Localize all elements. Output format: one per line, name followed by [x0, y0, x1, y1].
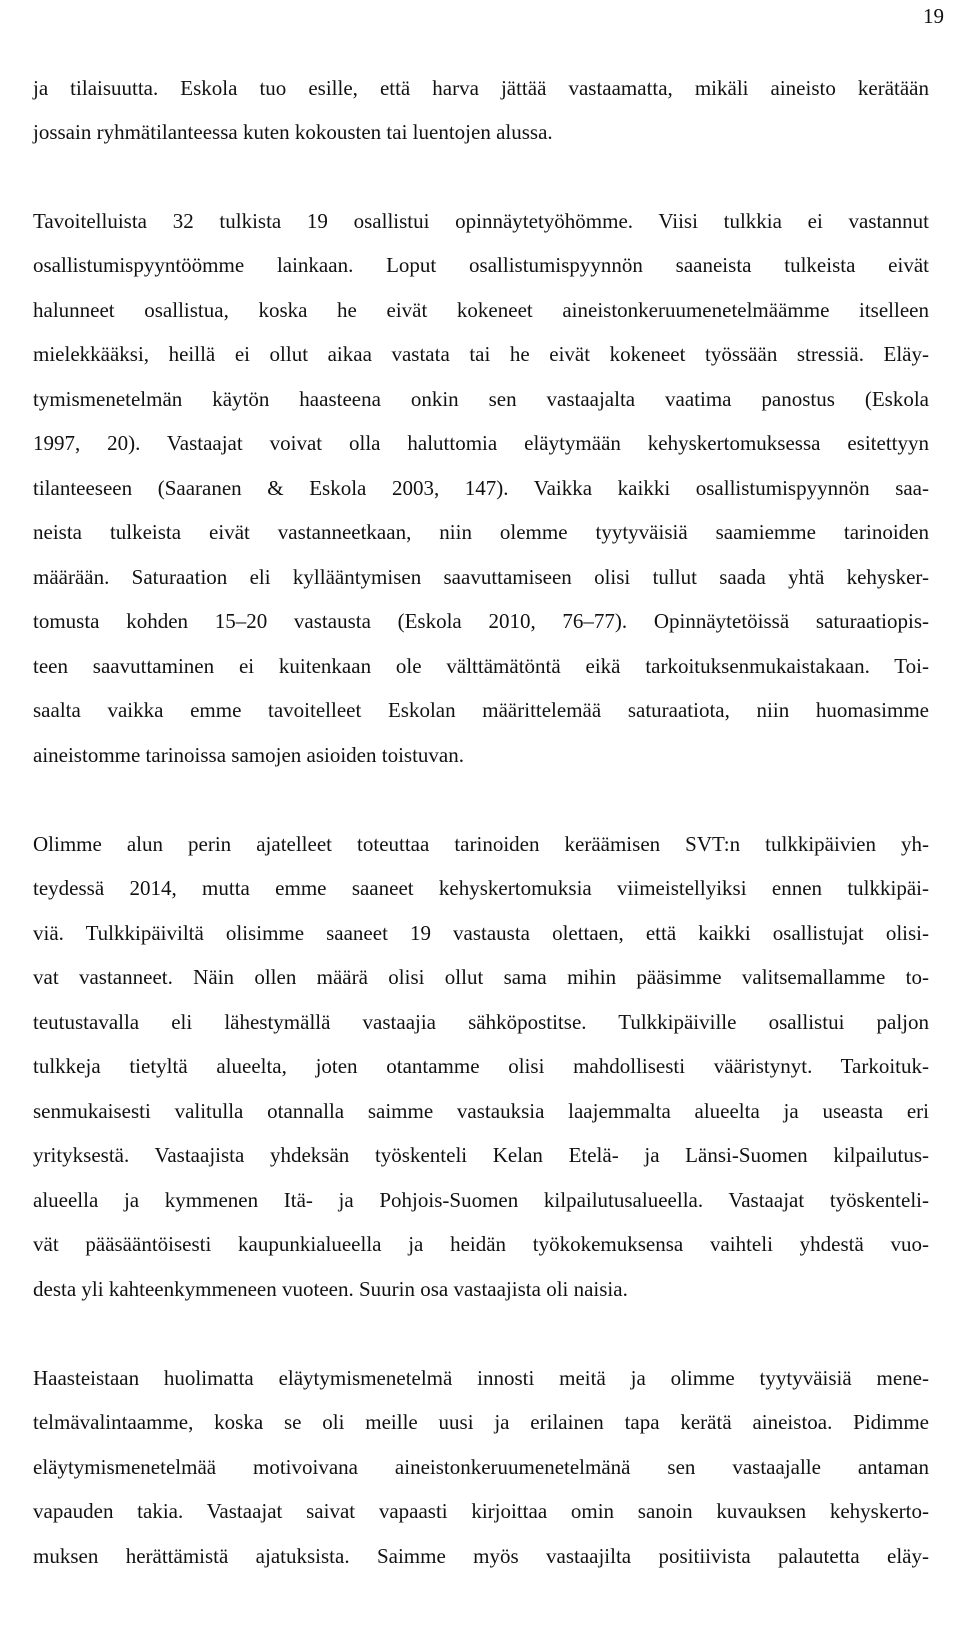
- text-line: tymismenetelmän käytön haasteena onkin sen vastaajalta vaatima panostus (Eskola: [33, 387, 929, 411]
- page-number: 19: [923, 4, 944, 28]
- text-line: yrityksestä. Vastaajista yhdeksän työskenteli Kelan Etelä- ja Länsi-Suomen kilpailutus-: [33, 1143, 929, 1167]
- text-line: määrään. Saturaation eli kyllääntymisen saavuttamiseen olisi tullut saada yhtä kehysker-: [33, 565, 929, 589]
- text-line: teutustavalla eli lähestymällä vastaajia sähköpostitse. Tulkkipäiville osallistui paljon: [33, 1010, 929, 1034]
- text-line: 1997, 20). Vastaajat voivat olla haluttomia eläytymään kehyskertomuksessa esitettyyn: [33, 431, 929, 455]
- text-line: vät pääsääntöisesti kaupunkialueella ja heidän työkokemuksensa vaihteli yhdestä vuo-: [33, 1232, 929, 1256]
- text-line: vat vastanneet. Näin ollen määrä olisi ollut sama mihin pääsimme valitsemallamme to-: [33, 965, 929, 989]
- text-line: Tavoitelluista 32 tulkista 19 osallistui opinnäytetyöhömme. Viisi tulkkia ei vastannut: [33, 209, 929, 233]
- text-line: halunneet osallistua, koska he eivät kokeneet aineistonkeruumenetelmäämme itselleen: [33, 298, 929, 322]
- text-line: vapauden takia. Vastaajat saivat vapaasti kirjoittaa omin sanoin kuvauksen kehyskerto-: [33, 1499, 929, 1523]
- text-line: viä. Tulkkipäiviltä olisimme saaneet 19 vastausta olettaen, että kaikki osallistujat olisi-: [33, 921, 929, 945]
- text-line: aineistomme tarinoissa samojen asioiden toistuvan.: [33, 743, 465, 767]
- text-line: tulkkeja tietyltä alueelta, joten otantamme olisi mahdollisesti vääristynyt. Tarkoituk-: [33, 1054, 929, 1078]
- text-line: Olimme alun perin ajatelleet toteuttaa tarinoiden keräämisen SVT:n tulkkipäivien yh-: [33, 832, 929, 856]
- text-line: muksen herättämistä ajatuksista. Saimme myös vastaajilta positiivista palautetta eläy-: [33, 1544, 929, 1568]
- text-line: jossain ryhmätilanteessa kuten kokousten tai luentojen alussa.: [33, 120, 553, 144]
- text-line: tilanteeseen (Saaranen & Eskola 2003, 147). Vaikka kaikki osallistumispyynnön saa-: [33, 476, 929, 500]
- text-line: ja tilaisuutta. Eskola tuo esille, että harva jättää vastaamatta, mikäli aineisto kerätään: [33, 76, 929, 100]
- text-line: osallistumispyyntöömme lainkaan. Loput osallistumispyynnön saaneista tulkeista eivät: [33, 253, 929, 277]
- text-line: Haasteistaan huolimatta eläytymismenetelmä innosti meitä ja olimme tyytyväisiä mene-: [33, 1366, 929, 1390]
- text-line: tomusta kohden 15–20 vastausta (Eskola 2010, 76–77). Opinnäytetöissä saturaatiopis-: [33, 609, 929, 633]
- text-line: neista tulkeista eivät vastanneetkaan, niin olemme tyytyväisiä saamiemme tarinoiden: [33, 520, 929, 544]
- text-line: alueella ja kymmenen Itä- ja Pohjois-Suomen kilpailutusalueella. Vastaajat työskenteli-: [33, 1188, 929, 1212]
- text-line: teen saavuttaminen ei kuitenkaan ole välttämätöntä eikä tarkoituksenmukaistakaan. Toi-: [33, 654, 929, 678]
- text-line: teydessä 2014, mutta emme saaneet kehyskertomuksia viimeistellyiksi ennen tulkkipäi-: [33, 876, 929, 900]
- text-line: eläytymismenetelmää motivoivana aineistonkeruumenetelmänä sen vastaajalle antaman: [33, 1455, 929, 1479]
- text-line: senmukaisesti valitulla otannalla saimme vastauksia laajemmalta alueelta ja useasta eri: [33, 1099, 929, 1123]
- text-line: saalta vaikka emme tavoitelleet Eskolan määrittelemää saturaatiota, niin huomasimme: [33, 698, 929, 722]
- text-line: telmävalintaamme, koska se oli meille uusi ja erilainen tapa kerätä aineistoa. Pidimme: [33, 1410, 929, 1434]
- text-line: desta yli kahteenkymmeneen vuoteen. Suurin osa vastaajista oli naisia.: [33, 1277, 628, 1301]
- text-line: mielekkääksi, heillä ei ollut aikaa vastata tai he eivät kokeneet työssään stressiä. Eläy-: [33, 342, 929, 366]
